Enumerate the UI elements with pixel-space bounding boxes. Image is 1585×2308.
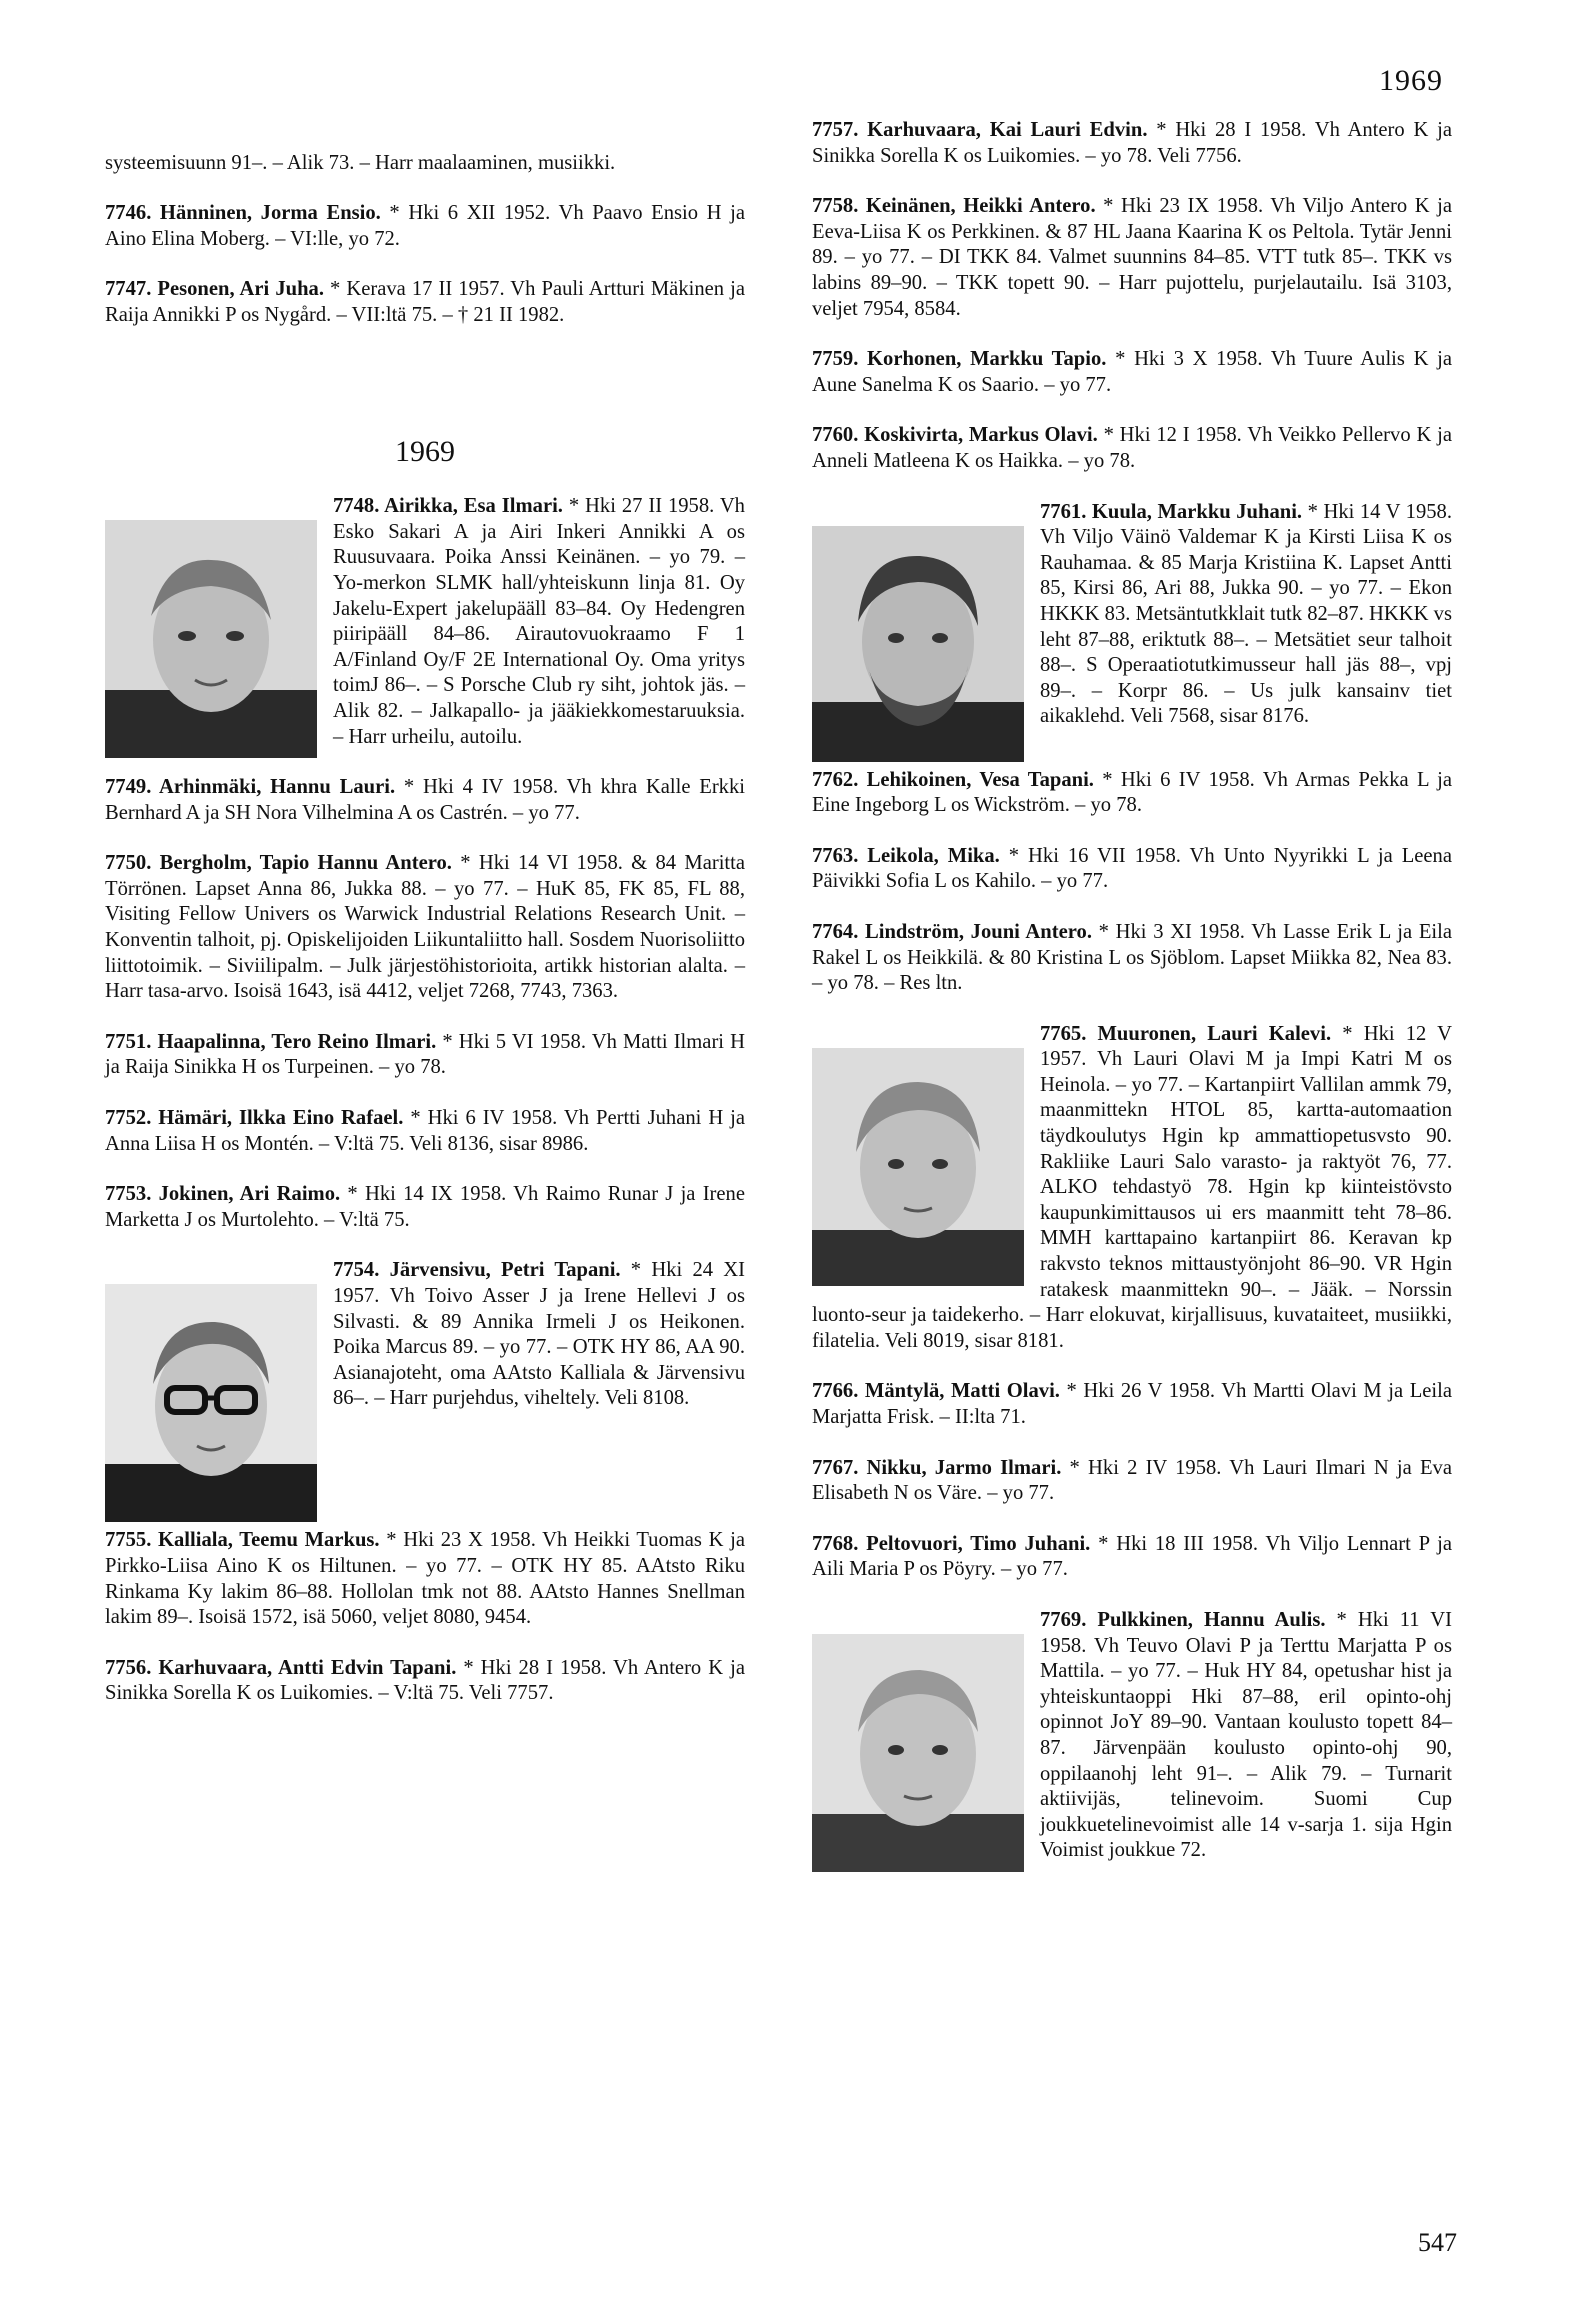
entry-7760 xyxy=(812,423,1452,474)
entry-body: * Hki 11 VI 1958. Vh Teuvo Olavi P ja Terttu Marjatta P os Mattila. – yo 77. – Huk HY 84, opetushar hist ja yhteiskuntaoppi Hki 87–88, eril opinto-ohj opinnot JoY 89–90. Vantaan koulusto topett 84–87. Järvenpään koulusto opinto-ohj 90, oppilaanohj leht 91–. – Alik 79. – Turnarit aktiivijäs, telinevoim. Suomi Cup joukkuetelinevoimist alle 14 v-sarja 1. sija Hgin Voimist joukkue 72. xyxy=(1040,1608,1452,1862)
entry-body: * Hki 24 XI 1957. Vh Toivo Asser J ja Irene Hellevi J os Silvasti. & 89 Annika Irmeli J os Heikonen. Poika Marcus 89. – yo 77. – OTK HY 86, AA 90. Asianajoteht, oma AAtsto Kalliala & Järvensivu 86–. – Harr purjehdus, viheltely. Veli 8108. xyxy=(333,1259,746,1410)
entry-body: * Hki 28 I 1958. Vh Antero K ja Sinikka Sorella K os Luikomies. – V:ltä 75. Veli 7757. xyxy=(105,1656,745,1705)
entry-7765 xyxy=(812,1022,1452,1355)
entry-body: * Hki 3 X 1958. Vh Tuure Aulis K ja Aune Sanelma K os Saario. – yo 77. xyxy=(812,348,1452,396)
entry-body: * Hki 23 X 1958. Vh Heikki Tuomas K ja Pirkko-Liisa Aino K os Hiltunen. – yo 77. – OTK HY 85. AAtsto Riku Rinkama Ky lakim 86–88. Hollolan tmk not 88. AAtsto Hannes Snellman lakim 89–. Isoisä 1572, isä 5060, veljet 8080, 9454. xyxy=(105,1529,746,1629)
page-number: 547 xyxy=(1418,2228,1457,2257)
entry-7751 xyxy=(105,1030,745,1081)
entry-heading: 7764. Lindström, Jouni Antero. xyxy=(812,920,1092,943)
portrait-photo xyxy=(812,1634,1024,1872)
entry-7752 xyxy=(105,1106,745,1157)
entry-heading: 7755. Kalliala, Teemu Markus. xyxy=(105,1529,380,1552)
entry-heading: 7752. Hämäri, Ilkka Eino Rafael. xyxy=(105,1107,404,1130)
entry-7749 xyxy=(105,775,745,826)
right-column xyxy=(812,118,1452,1889)
entry-heading: 7765. Muuronen, Lauri Kalevi. xyxy=(1040,1022,1332,1045)
entry-7750 xyxy=(105,851,745,1005)
entry-body: * Hki 6 IV 1958. Vh Armas Pekka L ja Eine Ingeborg L os Wickström. – yo 78. xyxy=(812,768,1452,817)
entry-body: * Hki 14 IX 1958. Vh Raimo Runar J ja Irene Marketta J os Murtolehto. – V:ltä 75. xyxy=(105,1183,745,1231)
entry-heading: 7762. Lehikoinen, Vesa Tapani. xyxy=(812,768,1094,791)
entry-body: * Hki 6 IV 1958. Vh Pertti Juhani H ja Anna Liisa H os Montén. – V:ltä 75. Veli 8136, sisar 8986. xyxy=(105,1107,745,1155)
portrait-photo xyxy=(105,1284,317,1522)
entry-heading: 7763. Leikola, Mika. xyxy=(812,844,1000,867)
left-column xyxy=(105,130,745,1732)
entry-7764 xyxy=(812,920,1452,997)
entry-body: * Hki 18 III 1958. Vh Viljo Lennart P ja Aili Maria P os Pöyry. – yo 77. xyxy=(812,1532,1452,1581)
entry-heading: 7766. Mäntylä, Matti Olavi. xyxy=(812,1380,1060,1403)
entry-heading: 7749. Arhinmäki, Hannu Lauri. xyxy=(105,776,396,799)
entry-body: * Hki 6 XII 1952. Vh Paavo Ensio H ja Aino Elina Moberg. – VI:lle, yo 72. xyxy=(105,202,745,250)
entry-7761 xyxy=(812,500,1452,730)
entry-7748 xyxy=(105,494,745,750)
entry-body: * Hki 23 IX 1958. Vh Viljo Antero K ja Eeva-Liisa K os Perkkinen. & 87 HL Jaana Kaarina K os Peltola. Tytär Jenni 89. – yo 77. – DI TKK 84. Valmet suunnins 84–85. VTT tutk 85–. TKK vs labins 89–90. – TKK topett 90. – Harr pujottelu, purjelautailu. Isä 3103, veljet 7954, 8584. xyxy=(812,195,1452,320)
entry-body: * Hki 28 I 1958. Vh Antero K ja Sinikka Sorella K os Luikomies. – yo 78. Veli 7756. xyxy=(812,119,1452,167)
entry-heading: 7748. Airikka, Esa Ilmari. xyxy=(333,495,563,518)
entry-body: * Hki 12 V 1957. Vh Lauri Olavi M ja Impi Katri M os Heinola. – yo 77. – Kartanpiirt Vallilan ammk 79, maanmittekn HTOL 85, kartta-automaation täydkoulutys Hgin kp ammattiopetusvsto 90. Rakliike Lauri Salo varasto- ja raktyöt 76, 77. ALKO tehdastyö 78. Hgin kp kiinteistövsto kaupunkimittausos ui ers maanmitt teht 78–86. MMH karttapaino kartanpiirt 86. Keravan kp rakvsto teknos mittaustyönjoht 86–90. VR Hgin ratakesk maanmittekn 90–. – Jääk. – Norssin luonto-seur ja taidekerho. – Harr elokuvat, kirjallisuus, kuvataiteet, musiikki, filatelia. Veli 8019, sisar 8181. xyxy=(812,1022,1452,1352)
entry-body: * Hki 4 IV 1958. Vh khra Kalle Erkki Bernhard A ja SH Nora Vilhelmina A os Castrén. – yo 77. xyxy=(105,776,745,824)
entry-body: * Hki 16 VII 1958. Vh Unto Nyyrikki L ja Leena Päivikki Sofia L os Kahilo. – yo 77. xyxy=(812,844,1452,893)
entry-heading: 7747. Pesonen, Ari Juha. xyxy=(105,278,324,301)
entry-7769 xyxy=(812,1608,1452,1864)
entry-heading: 7750. Bergholm, Tapio Hannu Antero. xyxy=(105,852,452,875)
entry-heading: 7761. Kuula, Markku Juhani. xyxy=(1040,500,1303,523)
entry-heading: 7760. Koskivirta, Markus Olavi. xyxy=(812,424,1098,447)
entry-7753 xyxy=(105,1182,745,1233)
portrait-photo xyxy=(812,526,1024,762)
entry-heading: 7767. Nikku, Jarmo Ilmari. xyxy=(812,1456,1062,1479)
entry-7762 xyxy=(812,768,1452,819)
entry-7757 xyxy=(812,118,1452,169)
entry-heading: 7746. Hänninen, Jorma Ensio. xyxy=(105,202,381,225)
entry-7759 xyxy=(812,347,1452,398)
entry-body: * Hki 14 VI 1958. & 84 Maritta Törrönen. Lapset Anna 86, Jukka 88. – yo 77. – HuK 85, FK 85, FL 88, Visiting Fellow Univers os Warwick Industrial Relations Research Unit. – Konventin talhoit, pj. Opiskelijoiden Liikuntaliitto hall. Sosdem Nuorisoliitto liittotoimik. – Siviilipalm. – Julk järjestöhistorioita, artikk historian alalta. – Harr tasa-arvo. Isoisä 1643, isä 4412, veljet 7268, 7743, 7363. xyxy=(105,852,746,1003)
continuation-text: systeemisuunn 91–. – Alik 73. – Harr maalaaminen, musiikki. xyxy=(105,151,616,174)
entry-7767 xyxy=(812,1456,1452,1507)
entry-7758 xyxy=(812,194,1452,322)
entry-body: * Kerava 17 II 1957. Vh Pauli Artturi Mäkinen ja Raija Annikki P os Nygård. – VII:ltä 75. – † 21 II 1982. xyxy=(105,278,745,326)
entry-7756 xyxy=(105,1656,745,1707)
entry-body: * Hki 27 II 1958. Vh Esko Sakari A ja Airi Inkeri Annikki A os Ruusuvaara. Poika Anssi Keinänen. – yo 79. – Yo-merkon SLMK hall/yhteiskunn linja 81. Oy Jakelu-Expert jakelupääll 83–84. Oy Hedengren piiripääll 84–86. Airautovuokraamo F 1 A/Finland Oy/F 2E International Oy. Oma yritys toimJ 86–. – S Porsche Club ry siht, johtok jäs. – Alik 82. – Jalkapallo- ja jääkiekkomestaruuksia. – Harr urheilu, autoilu. xyxy=(333,495,745,748)
entry-heading: 7756. Karhuvaara, Antti Edvin Tapani. xyxy=(105,1656,457,1679)
entry-heading: 7758. Keinänen, Heikki Antero. xyxy=(812,195,1096,218)
entry-7746 xyxy=(105,201,745,252)
entry-heading: 7759. Korhonen, Markku Tapio. xyxy=(812,348,1107,371)
entry-heading: 7754. Järvensivu, Petri Tapani. xyxy=(333,1259,621,1282)
entry-heading: 7769. Pulkkinen, Hannu Aulis. xyxy=(1040,1608,1326,1631)
entry-heading: 7757. Karhuvaara, Kai Lauri Edvin. xyxy=(812,119,1148,141)
running-header-year: 1969 xyxy=(1379,64,1443,97)
entry-body: * Hki 12 I 1958. Vh Veikko Pellervo K ja Anneli Matleena K os Haikka. – yo 78. xyxy=(812,424,1452,472)
entry-body: * Hki 14 V 1958. Vh Viljo Väinö Valdemar K ja Kirsti Liisa K os Rauhamaa. & 85 Marja Kristiina K. Lapset Antti 85, Kirsi 86, Ari 88, Jukka 90. – yo 77. – Ekon HKKK 83. Metsäntutkklait tutk 82–87. HKKK vs leht 87–88, eriktutk 88–. – Metsätiet seur talhoit 88–. S Operaatiotutkimusseur hall jäs 88–, vpj 89–. – Korpr 86. – Us julk kansainv tiet aikaklehd. Veli 7568, sisar 8176. xyxy=(1040,500,1452,728)
entry-7768 xyxy=(812,1532,1452,1583)
entry-body: * Hki 2 IV 1958. Vh Lauri Ilmari N ja Eva Elisabeth N os Väre. – yo 77. xyxy=(812,1456,1452,1505)
entry-7747 xyxy=(105,277,745,328)
entry-7755 xyxy=(105,1528,745,1630)
entry-7754 xyxy=(105,1258,745,1412)
entry-body: * Hki 5 VI 1958. Vh Matti Ilmari H ja Raija Sinikka H os Turpeinen. – yo 78. xyxy=(105,1030,745,1079)
entry-heading: 7753. Jokinen, Ari Raimo. xyxy=(105,1183,341,1206)
portrait-photo xyxy=(105,520,317,758)
entry-7763 xyxy=(812,844,1452,895)
entry-heading: 7751. Haapalinna, Tero Reino Ilmari. xyxy=(105,1030,437,1053)
portrait-photo xyxy=(812,1048,1024,1286)
section-year-heading: 1969 xyxy=(395,434,455,468)
entry-heading: 7768. Peltovuori, Timo Juhani. xyxy=(812,1532,1091,1555)
entry-body: * Hki 3 XI 1958. Vh Lasse Erik L ja Eila Rakel L os Heikkilä. & 80 Kristina L os Sjöblom. Lapset Miikka 82, Nea 83. – yo 78. – Res ltn. xyxy=(812,920,1452,995)
entry-body: * Hki 26 V 1958. Vh Martti Olavi M ja Leila Marjatta Frisk. – II:lta 71. xyxy=(812,1380,1452,1428)
entry-7766 xyxy=(812,1379,1452,1430)
